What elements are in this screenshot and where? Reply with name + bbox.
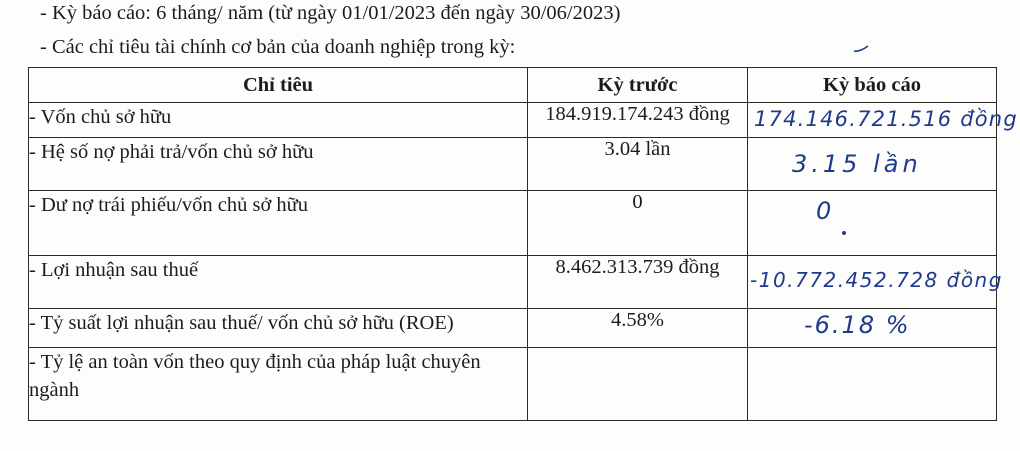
handwritten-value-debt-ratio: 3.15 lần <box>792 150 922 178</box>
table-row <box>29 103 997 138</box>
prev-value-capital-adequacy <box>528 348 748 421</box>
table-row <box>29 191 997 256</box>
table-row <box>29 256 997 309</box>
current-cell-debt-ratio <box>748 138 997 191</box>
prev-value-roe: 4.58% <box>528 309 748 348</box>
report-period-line: - Kỳ báo cáo: 6 tháng/ năm (từ ngày 01/01/2023 đến ngày 30/06/2023) <box>40 2 621 24</box>
pen-tick-mark <box>852 44 870 54</box>
table-row <box>29 348 997 421</box>
table-row <box>29 309 997 348</box>
current-cell-bond-ratio <box>748 191 997 256</box>
indicators-intro-line: - Các chỉ tiêu tài chính cơ bản của doanh nghiệp trong kỳ: <box>40 36 516 58</box>
current-cell-roe <box>748 309 997 348</box>
ink-dot <box>842 231 846 235</box>
header-indicator: Chỉ tiêu <box>29 68 528 103</box>
handwritten-value-net-profit: -10.772.452.728 đồng <box>750 268 1003 292</box>
handwritten-value-bond-ratio: 0 <box>816 197 833 225</box>
prev-value-equity: 184.919.174.243 đồng <box>528 103 748 138</box>
current-value-capital-adequacy <box>748 348 997 421</box>
current-cell-equity <box>748 103 1018 138</box>
financial-indicators-table <box>28 67 1018 421</box>
row-label-capital-adequacy: - Tỷ lệ an toàn vốn theo quy định của pháp luật chuyên ngành <box>29 348 528 421</box>
handwritten-value-equity: 174.146.721.516 đồng <box>754 107 1018 131</box>
prev-value-net-profit: 8.462.313.739 đồng <box>528 256 748 309</box>
table-row <box>29 138 997 191</box>
row-label-net-profit: - Lợi nhuận sau thuế <box>29 256 528 309</box>
row-label-debt-ratio: - Hệ số nợ phải trả/vốn chủ sở hữu <box>29 138 528 191</box>
header-report-period: Kỳ báo cáo <box>748 68 997 103</box>
current-cell-net-profit <box>748 256 1003 309</box>
prev-value-debt-ratio: 3.04 lần <box>528 138 748 191</box>
row-label-bond-ratio: - Dư nợ trái phiếu/vốn chủ sở hữu <box>29 191 528 256</box>
row-label-roe: - Tỷ suất lợi nhuận sau thuế/ vốn chủ sở hữu (ROE) <box>29 309 528 348</box>
row-label-equity: - Vốn chủ sở hữu <box>29 103 528 138</box>
header-previous-period: Kỳ trước <box>528 68 748 103</box>
handwritten-value-roe: -6.18 % <box>804 311 911 339</box>
table-header-row <box>29 68 997 103</box>
prev-value-bond-ratio: 0 <box>528 191 748 256</box>
